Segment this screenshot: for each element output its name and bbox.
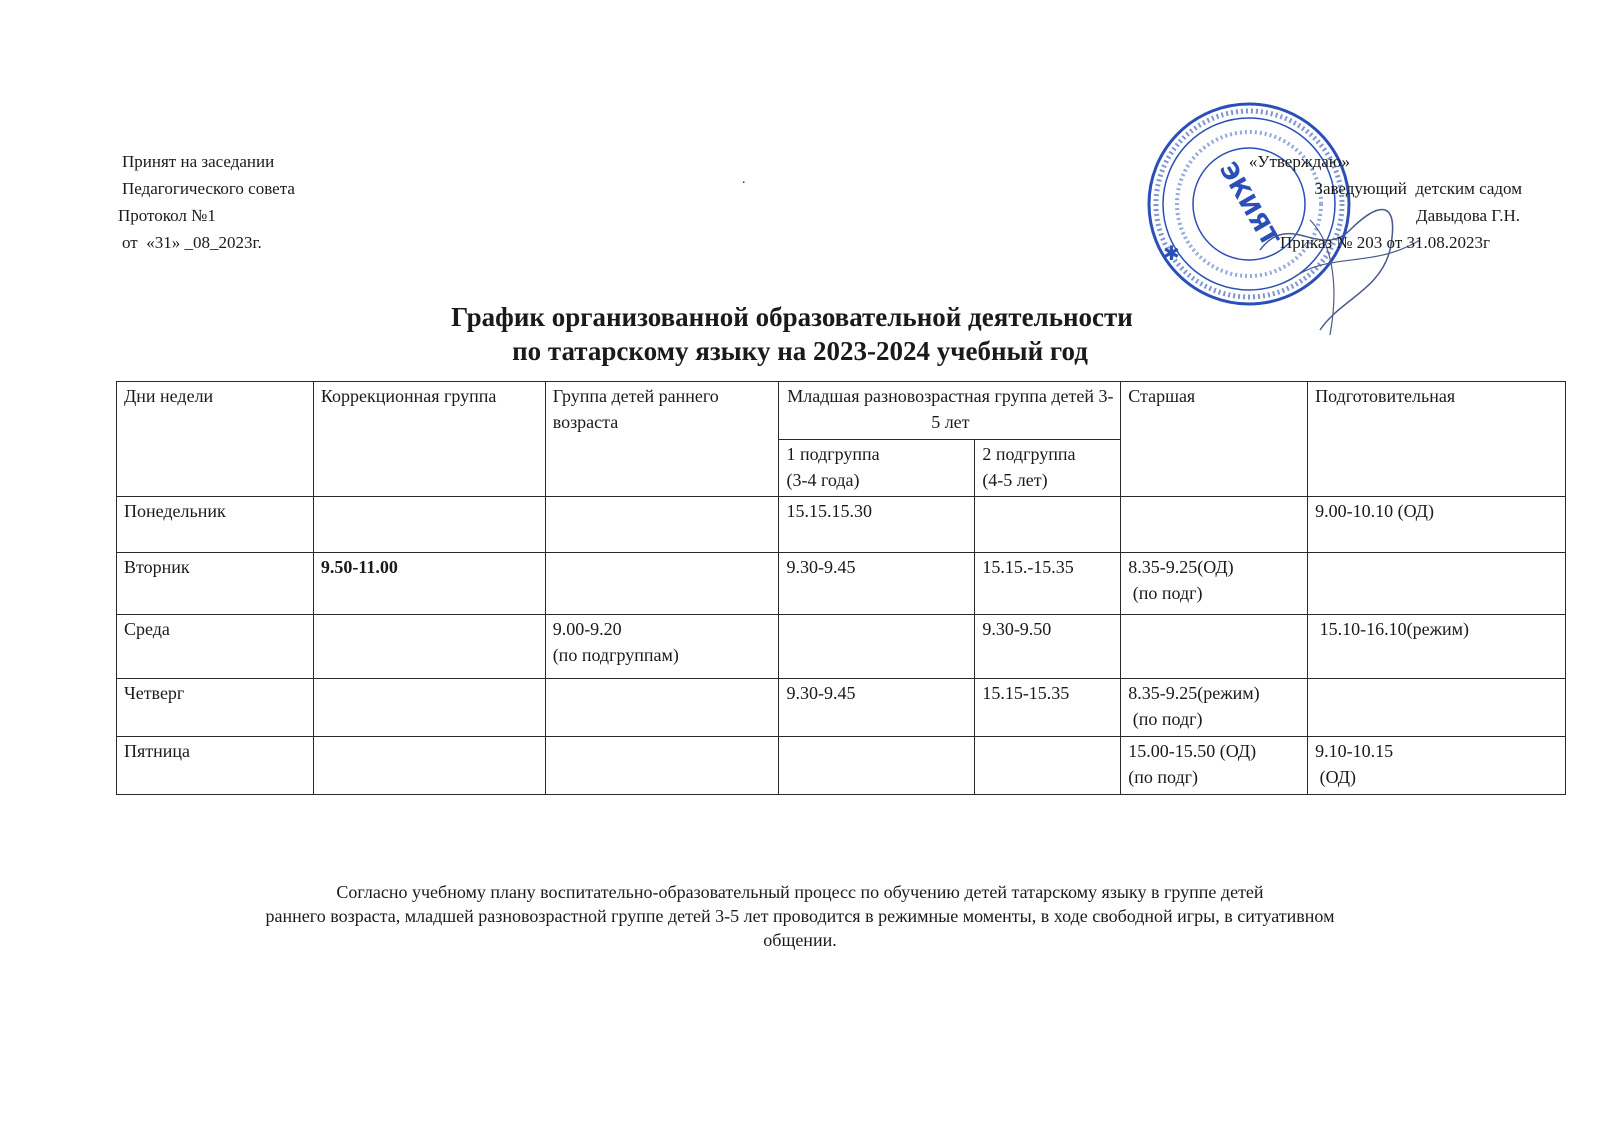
cell-early xyxy=(545,679,779,737)
cell-senior xyxy=(1121,497,1308,553)
early-note: (по подгруппам) xyxy=(552,645,679,665)
cell-sub1 xyxy=(779,615,975,679)
title-line-2: по татарскому языку на 2023-2024 учебный год xyxy=(512,336,1088,366)
senior-time: 15.00-15.50 (ОД) xyxy=(1128,741,1257,761)
cell-sub1: 9.30-9.45 xyxy=(779,553,975,615)
approved-line-2: Заведующий детским садом xyxy=(1314,179,1522,198)
table-row xyxy=(117,553,1566,615)
sub2-age: (4-5 лет) xyxy=(982,470,1048,490)
table-row xyxy=(117,497,1566,553)
schedule-table xyxy=(116,381,1566,795)
prep-note: (ОД) xyxy=(1315,767,1356,787)
header-days: Дни недели xyxy=(117,382,314,497)
cell-senior xyxy=(1121,737,1308,795)
approval-block xyxy=(118,148,295,256)
note-line-2: раннего возраста, младшей разновозрастной группе детей 3-5 лет проводится в режимные моменты, в ходе свободной игры, в ситуативном xyxy=(265,906,1335,926)
header-junior: Младшая разновозрастная группа детей 3-5 лет xyxy=(779,382,1121,440)
cell-day: Четверг xyxy=(117,679,314,737)
cell-sub2: 15.15.-15.35 xyxy=(975,553,1121,615)
cell-correction xyxy=(313,615,545,679)
cell-day: Пятница xyxy=(117,737,314,795)
cell-day: Среда xyxy=(117,615,314,679)
senior-time: 8.35-9.25(ОД) xyxy=(1128,557,1234,577)
approved-line-1: «Утверждаю» xyxy=(1248,152,1350,171)
cell-sub2 xyxy=(975,497,1121,553)
footer-note xyxy=(100,880,1500,952)
cell-sub1 xyxy=(779,737,975,795)
cell-correction xyxy=(313,737,545,795)
header-early: Группа детей раннего возраста xyxy=(545,382,779,497)
cell-sub2 xyxy=(975,737,1121,795)
header-senior: Старшая xyxy=(1121,382,1308,497)
header-preparatory: Подготовительная xyxy=(1308,382,1566,497)
senior-note: (по подг) xyxy=(1128,583,1203,603)
cell-prep xyxy=(1308,553,1566,615)
approval-line-1: Принят на заседании xyxy=(122,152,275,171)
note-line-3: общении. xyxy=(763,930,837,950)
approved-block xyxy=(1249,148,1560,256)
table-header-row xyxy=(117,382,1566,440)
prep-time: 9.10-10.15 xyxy=(1315,741,1394,761)
header-correction: Коррекционная группа xyxy=(313,382,545,497)
cell-correction xyxy=(313,497,545,553)
cell-early xyxy=(545,615,779,679)
early-time: 9.00-9.20 xyxy=(552,619,622,639)
cell-senior xyxy=(1121,553,1308,615)
stamp-star: ✱ xyxy=(1163,241,1180,265)
cell-sub2: 9.30-9.50 xyxy=(975,615,1121,679)
sub1-label: 1 подгруппа xyxy=(786,444,880,464)
cell-prep xyxy=(1308,737,1566,795)
table-row xyxy=(117,679,1566,737)
header-junior-sub1 xyxy=(779,440,975,497)
header-junior-sub2 xyxy=(975,440,1121,497)
stray-dot: . xyxy=(742,172,746,187)
senior-time: 8.35-9.25(режим) xyxy=(1128,683,1260,703)
cell-senior xyxy=(1121,615,1308,679)
sub2-label: 2 подгруппа xyxy=(982,444,1076,464)
approval-line-4: от «31» _08_2023г. xyxy=(122,233,262,252)
approval-line-3: Протокол №1 xyxy=(118,206,216,225)
document-title xyxy=(0,300,1600,368)
approval-line-2: Педагогического совета xyxy=(122,179,295,198)
senior-note: (по подг) xyxy=(1128,767,1199,787)
cell-sub1: 9.30-9.45 xyxy=(779,679,975,737)
cell-sub2: 15.15-15.35 xyxy=(975,679,1121,737)
table-row xyxy=(117,737,1566,795)
title-line-1: График организованной образовательной деятельности xyxy=(451,302,1133,332)
cell-early xyxy=(545,497,779,553)
table-row xyxy=(117,615,1566,679)
cell-day: Понедельник xyxy=(117,497,314,553)
senior-note: (по подг) xyxy=(1128,709,1203,729)
sub1-age: (3-4 года) xyxy=(786,470,860,490)
cell-senior xyxy=(1121,679,1308,737)
cell-correction xyxy=(313,679,545,737)
approved-line-3: Давыдова Г.Н. xyxy=(1415,206,1520,225)
cell-prep: 15.10-16.10(режим) xyxy=(1308,615,1566,679)
approved-line-4: Приказ № 203 от 31.08.2023г xyxy=(1279,233,1490,252)
cell-early xyxy=(545,553,779,615)
cell-prep: 9.00-10.10 (ОД) xyxy=(1308,497,1566,553)
cell-early xyxy=(545,737,779,795)
cell-day: Вторник xyxy=(117,553,314,615)
cell-sub1: 15.15.15.30 xyxy=(779,497,975,553)
note-line-1: Согласно учебному плану воспитательно-образовательный процесс по обучению детей татарскому языку в группе детей xyxy=(336,882,1264,902)
stamp-center-text: ЭКИЯТ xyxy=(1213,157,1285,251)
cell-correction: 9.50-11.00 xyxy=(313,553,545,615)
cell-prep xyxy=(1308,679,1566,737)
